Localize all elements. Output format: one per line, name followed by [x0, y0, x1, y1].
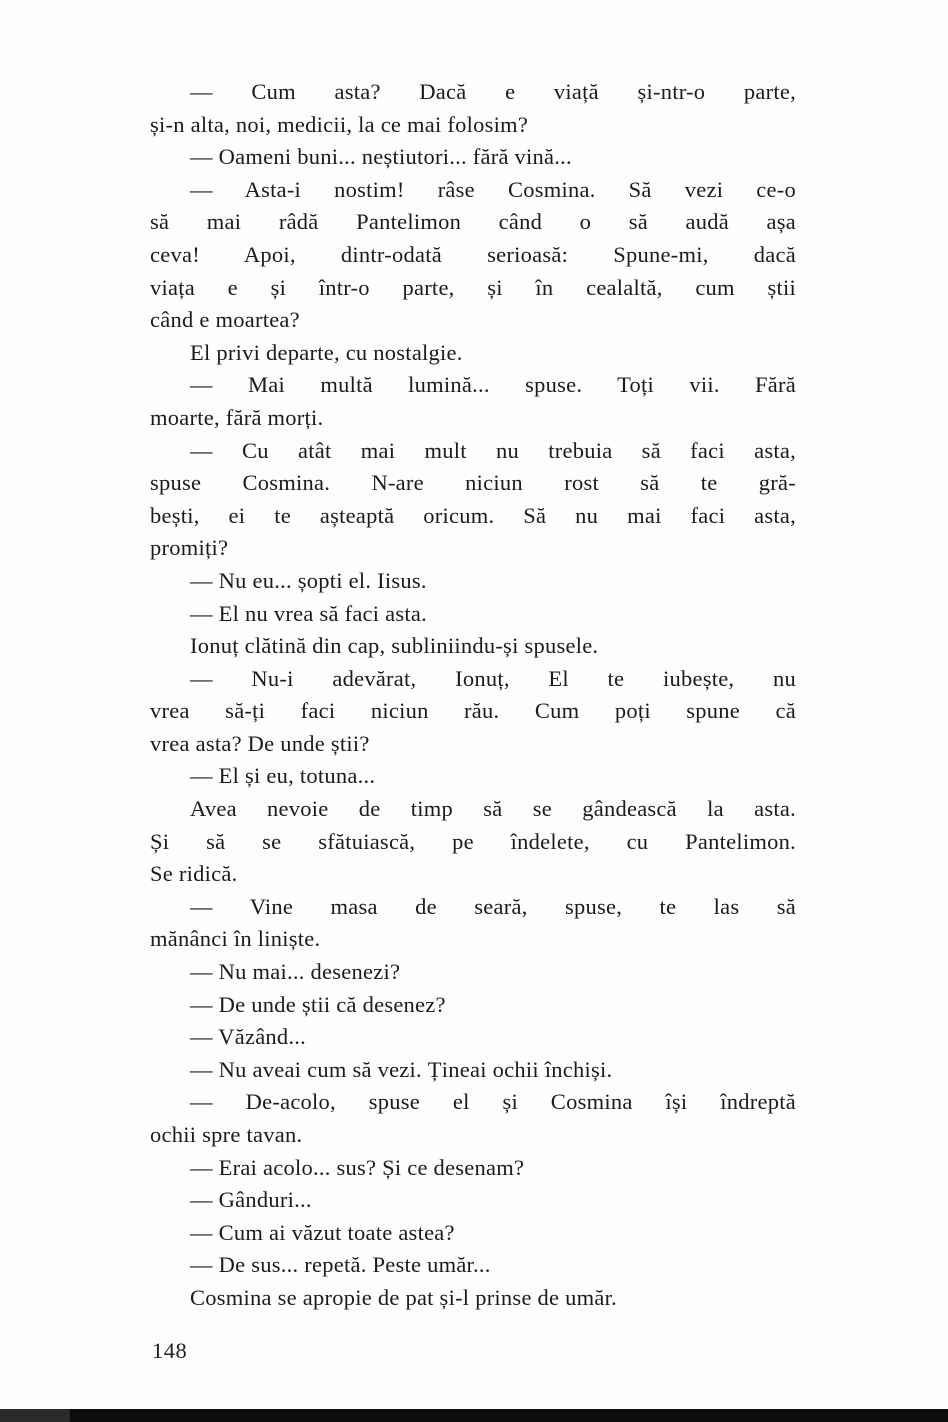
text-line: Se ridică. [150, 861, 238, 887]
paragraph [150, 141, 796, 174]
text-line: spuse Cosmina. N-are niciun rost să te gră- [150, 470, 796, 496]
text-line: — Cum asta? Dacă e viață și-ntr-o parte, [190, 79, 796, 104]
paragraph [150, 76, 796, 141]
paragraph [150, 598, 796, 631]
paragraph [150, 891, 796, 956]
text-line: — Cu atât mai mult nu trebuia să faci asta, [190, 437, 796, 463]
text-line: — Nu aveai cum să vezi. Țineai ochii închiși. [190, 1056, 613, 1082]
paragraph [150, 630, 796, 663]
text-line: — De unde știi că desenez? [190, 991, 446, 1017]
text-line: — Mai multă lumină... spuse. Toți vii. Fără [190, 372, 796, 398]
text-line: Cosmina se apropie de pat și-l prinse de umăr. [190, 1284, 618, 1310]
paragraph [150, 1086, 796, 1151]
text-line: Și să se sfătuiască, pe îndelete, cu Pantelimon. [150, 828, 796, 854]
text-line: Ionuț clătină din cap, subliniindu-și spusele. [190, 633, 599, 659]
paragraph [150, 174, 796, 337]
text-line: moarte, fără morți. [150, 404, 324, 430]
text-line: — De sus... repetă. Peste umăr... [190, 1252, 491, 1278]
text-line: — Văzând... [190, 1024, 307, 1050]
text-line: Avea nevoie de timp să se gândească la asta. [190, 796, 796, 822]
paragraph [150, 793, 796, 891]
paragraph [150, 663, 796, 761]
paragraph [150, 956, 796, 989]
text-line: — Nu-i adevărat, Ionuț, El te iubește, nu [190, 665, 796, 691]
text-line: ceva! Apoi, dintr-odată serioasă: Spune-mi, dacă [150, 241, 796, 267]
paragraph [150, 1282, 796, 1315]
text-line: viața e și într-o parte, și în cealaltă, cum știi [150, 274, 796, 300]
text-line: — Vine masa de seară, spuse, te las să [190, 893, 796, 919]
paragraph [150, 1054, 796, 1087]
paragraph [150, 435, 796, 565]
paragraph [150, 337, 796, 370]
paragraph [150, 1152, 796, 1185]
text-line: să mai râdă Pantelimon când o să audă așa [150, 209, 796, 235]
text-line: — De-acolo, spuse el și Cosmina își îndreptă [190, 1089, 796, 1115]
page-number: 148 [152, 1338, 188, 1363]
text-line: vrea să-ți faci niciun rău. Cum poți spune că [150, 698, 796, 724]
text-block [150, 76, 796, 1315]
text-line: — Cum ai văzut toate astea? [190, 1219, 455, 1245]
text-line: — El și eu, totuna... [190, 763, 376, 789]
text-line: — Nu mai... desenezi? [190, 959, 401, 985]
paragraph [150, 369, 796, 434]
text-line: — Erai acolo... sus? Și ce desenam? [190, 1154, 525, 1180]
text-line: — Nu eu... șopti el. Iisus. [190, 567, 427, 593]
text-line: mănânci în liniște. [150, 926, 321, 952]
text-line: ochii spre tavan. [150, 1122, 303, 1147]
text-line: când e moartea? [150, 307, 300, 333]
text-line: — El nu vrea să faci asta. [190, 600, 428, 626]
paragraph [150, 1184, 796, 1217]
text-line: bești, ei te așteaptă oricum. Să nu mai faci asta, [150, 502, 796, 528]
text-line: — Gânduri... [190, 1187, 312, 1213]
text-line: și-n alta, noi, medicii, la ce mai folosim? [150, 111, 529, 137]
paragraph [150, 1021, 796, 1054]
paragraph [150, 760, 796, 793]
paragraph [150, 989, 796, 1022]
text-line: vrea asta? De unde știi? [150, 730, 370, 756]
paragraph [150, 565, 796, 598]
text-line: El privi departe, cu nostalgie. [190, 339, 463, 365]
text-line: — Oameni buni... neștiutori... fără vină... [190, 144, 572, 170]
text-line: promiți? [150, 535, 229, 561]
text-line: — Asta-i nostim! râse Cosmina. Să vezi ce-o [190, 176, 796, 202]
paragraph [150, 1249, 796, 1282]
scan-edge-bar [0, 1409, 948, 1422]
paragraph [150, 1217, 796, 1250]
